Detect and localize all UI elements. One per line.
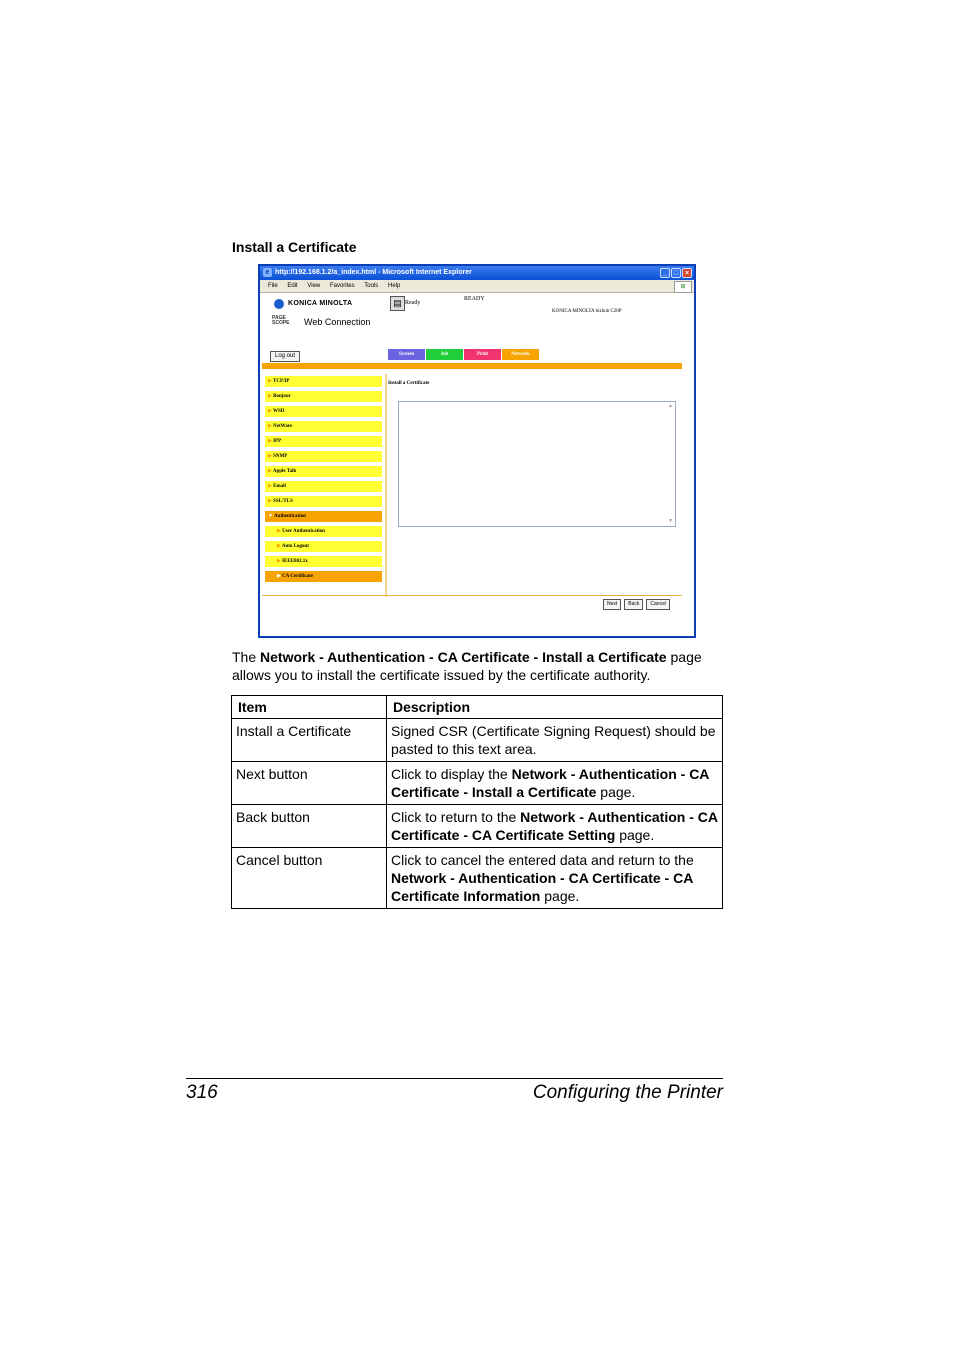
next-button[interactable]: Next [603, 599, 621, 610]
tab-system[interactable]: System [388, 349, 425, 360]
konica-minolta-logo-icon [274, 299, 284, 309]
sidebar-item-wsd[interactable]: ▶ WSD [265, 406, 382, 417]
page-path: Network - Authentication - CA Certificate - Install a Certificate [260, 649, 667, 665]
triangle-right-icon: ▶ [268, 454, 272, 459]
sidebar-item-bonjour[interactable]: ▶ Bonjour [265, 391, 382, 402]
triangle-right-icon: ▶ [268, 424, 272, 429]
browser-title-bar [260, 266, 694, 280]
sidebar-item-ipp[interactable]: ▶ IPP [265, 436, 382, 447]
item-cell: Next button [232, 762, 387, 805]
menu-favorites[interactable]: Favorites [329, 283, 355, 289]
sidebar-item-ssltls[interactable]: ▶ SSL/TLS [265, 496, 382, 507]
column-header-item: Item [232, 696, 387, 719]
tab-job[interactable]: Job [426, 349, 463, 360]
log-out-button[interactable]: Log out [270, 351, 300, 362]
triangle-right-icon: ▶ [268, 409, 272, 414]
triangle-right-icon: ▶ [268, 469, 272, 474]
pagescope-logo: PAGE SCOPE [272, 315, 290, 326]
printer-status: READY [464, 296, 485, 302]
section-heading: Install a Certificate [232, 239, 357, 255]
description-cell: Signed CSR (Certificate Signing Request) should be pasted to this text area. [387, 719, 723, 762]
description-cell: Click to display the Network - Authentication - CA Certificate - Install a Certificate page. [387, 762, 723, 805]
form-buttons [603, 599, 670, 610]
triangle-right-icon: ▶ [277, 574, 281, 579]
table-row [232, 805, 723, 848]
browser-title: http://192.168.1.2/a_index.html - Microsoft Internet Explorer [275, 269, 472, 276]
chapter-title: Configuring the Printer [532, 1082, 723, 1103]
sidebar-item-auto-logout[interactable]: ▶ Auto Logout [265, 541, 382, 552]
certificate-textarea[interactable] [398, 401, 676, 527]
triangle-right-icon: ▶ [268, 484, 272, 489]
cancel-button[interactable]: Cancel [646, 599, 670, 610]
windows-logo-icon: ⊞ [674, 281, 692, 293]
sidebar-item-snmp[interactable]: ▶ SNMP [265, 451, 382, 462]
item-cell: Cancel button [232, 848, 387, 909]
triangle-right-icon: ▶ [268, 394, 272, 399]
sidebar-item-tcpip[interactable]: ▶ TCP/IP [265, 376, 382, 387]
sidebar-item-email[interactable]: ▶ Email [265, 481, 382, 492]
sidebar-item-ieee8021x[interactable]: ▶ IEEE802.1x [265, 556, 382, 567]
column-header-description: Description [387, 696, 723, 719]
table-row [232, 719, 723, 762]
triangle-right-icon: ▶ [277, 559, 281, 564]
menu-view[interactable]: View [307, 283, 321, 289]
scroll-up-icon[interactable]: ▲ [668, 403, 673, 409]
triangle-right-icon: ▶ [268, 439, 272, 444]
tab-print[interactable]: Print [464, 349, 501, 360]
menu-help[interactable]: Help [387, 283, 401, 289]
menu-tools[interactable]: Tools [364, 283, 379, 289]
page-number: 316 [186, 1082, 218, 1103]
sidebar-nav [265, 376, 382, 586]
sidebar-divider [385, 374, 387, 597]
description-cell: Click to return to the Network - Authentication - CA Certificate - CA Certificate Setting page. [387, 805, 723, 848]
sidebar-item-user-authentication[interactable]: ▶ User Authentication [265, 526, 382, 537]
sidebar-item-authentication[interactable]: ▼ Authentication [265, 511, 382, 522]
item-description-table [231, 695, 723, 909]
footer-divider [262, 595, 682, 596]
printer-icon: ▤ [390, 296, 405, 311]
browser-window-screenshot [258, 264, 696, 638]
item-cell: Install a Certificate [232, 719, 387, 762]
sidebar-item-netware[interactable]: ▶ NetWare [265, 421, 382, 432]
minimize-icon[interactable]: _ [660, 268, 670, 278]
close-icon[interactable]: × [682, 268, 692, 278]
ie-icon: e [263, 268, 272, 277]
triangle-right-icon: ▶ [277, 544, 281, 549]
table-header-row [232, 696, 723, 719]
brand-name: KONICA MINOLTA [288, 300, 353, 307]
main-tabs [388, 349, 539, 360]
triangle-right-icon: ▶ [277, 529, 281, 534]
footer-rule [186, 1078, 723, 1079]
printer-model: KONICA MINOLTA bizhub C20P [552, 309, 622, 314]
description-paragraph: The Network - Authentication - CA Certificate - Install a Certificate page allows you to install the certificate issued by the certificate authority. [232, 649, 702, 683]
tab-network[interactable]: Network [502, 349, 539, 360]
web-connection-title: Web Connection [304, 317, 371, 327]
content-title: Install a Certificate [388, 381, 430, 386]
table-row [232, 848, 723, 909]
description-cell: Click to cancel the entered data and return to the Network - Authentication - CA Certificate - CA Certificate Information page. [387, 848, 723, 909]
menu-file[interactable]: File [268, 283, 278, 289]
item-cell: Back button [232, 805, 387, 848]
table-row [232, 762, 723, 805]
header-divider [262, 363, 682, 369]
maximize-icon[interactable]: □ [671, 268, 681, 278]
printer-status-small: Ready [405, 300, 421, 306]
triangle-down-icon: ▼ [268, 514, 273, 519]
browser-menu-bar [260, 280, 694, 293]
menu-edit[interactable]: Edit [287, 283, 298, 289]
sidebar-item-ca-certificate[interactable]: ▶ CA Certificate [265, 571, 382, 582]
triangle-right-icon: ▶ [268, 379, 272, 384]
triangle-right-icon: ▶ [268, 499, 272, 504]
sidebar-item-appletalk[interactable]: ▶ Apple Talk [265, 466, 382, 477]
back-button[interactable]: Back [624, 599, 643, 610]
scroll-down-icon[interactable]: ▼ [668, 518, 673, 524]
